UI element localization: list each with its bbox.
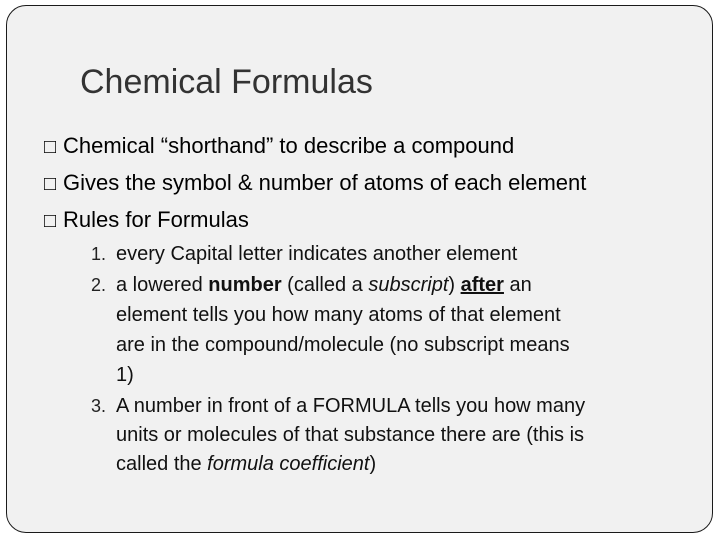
rule-2-after-word: after [460, 274, 504, 296]
rule-2-line-1 [116, 270, 696, 300]
rule-2-seg: a lowered [116, 274, 209, 296]
rule-3-line-1: A number in front of a FORMULA tells you how many [116, 395, 586, 417]
rule-2-seg: ) [448, 274, 461, 296]
rule-3-seg: ) [369, 453, 377, 475]
rule-3-line-2: units or molecules of that substance there are (this is [116, 424, 585, 446]
bullet-1-text: Chemical “shorthand” to describe a compound [63, 133, 515, 158]
bullet-box-icon: □ [44, 173, 57, 195]
rule-2-seg: an [503, 274, 532, 296]
rule-2-line-3: are in the compound/molecule (no subscript means [116, 334, 570, 356]
rule-2-line-4: 1) [116, 364, 134, 386]
bullet-3 [44, 207, 249, 234]
bullet-2-text: Gives the symbol & number of atoms of each element [63, 170, 587, 195]
slide-title: Chemical Formulas [80, 63, 373, 101]
rule-3-number: 3. [90, 396, 106, 416]
rule-2-subscript-word: subscript [368, 274, 449, 296]
rule-3-formula-coefficient: formula coefficient [207, 453, 370, 475]
rule-2-line-2: element tells you how many atoms of that element [116, 304, 561, 326]
rule-3-line-3 [116, 449, 696, 479]
rule-2-number-word: number [208, 274, 282, 296]
rule-1-text: every Capital letter indicates another element [116, 243, 518, 265]
bullet-box-icon: □ [44, 210, 57, 232]
rule-1-number: 1. [90, 244, 106, 264]
bullet-2 [44, 170, 586, 197]
rule-2-seg: (called a [281, 274, 369, 296]
bullet-3-text: Rules for Formulas [63, 207, 249, 232]
bullet-1 [44, 133, 514, 160]
rule-3-seg: called the [116, 453, 208, 475]
bullet-box-icon: □ [44, 136, 57, 158]
rule-2-number: 2. [90, 275, 106, 295]
